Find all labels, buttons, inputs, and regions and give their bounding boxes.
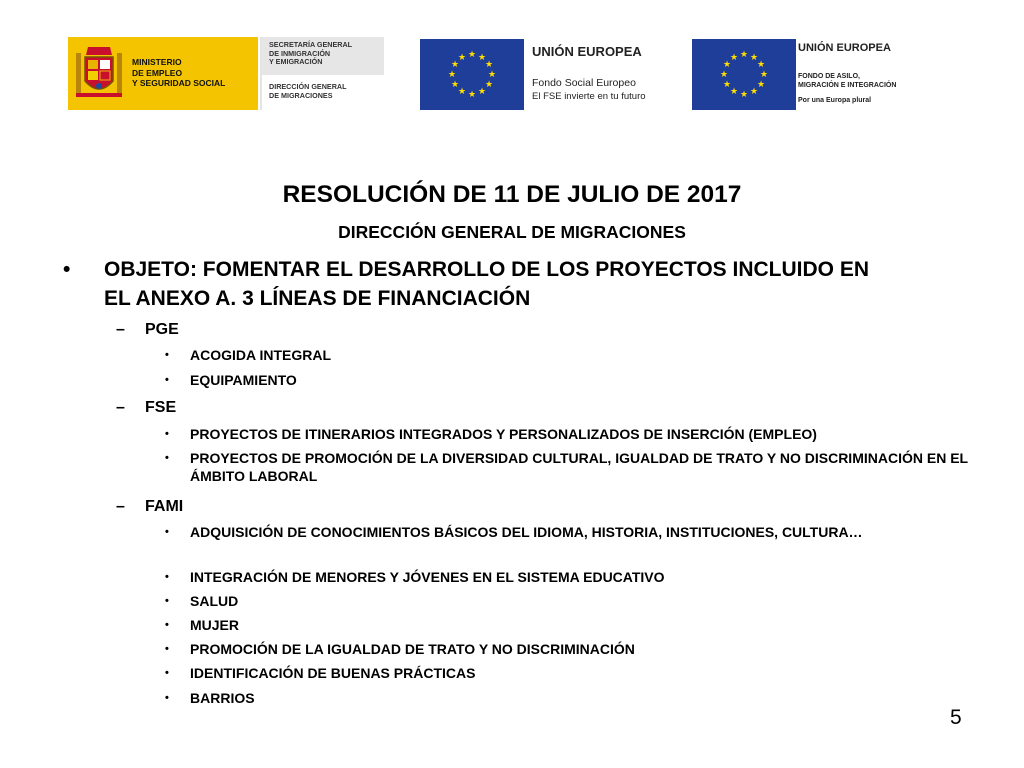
bullet-icon: • <box>165 619 169 631</box>
fami-title: UNIÓN EUROPEA <box>798 42 891 54</box>
svg-text:★: ★ <box>759 70 769 80</box>
fami-subtitle: FONDO DE ASILO, MIGRACIÓN E INTEGRACIÓN <box>798 73 897 89</box>
svg-text:★: ★ <box>447 70 457 80</box>
list-item: SALUD <box>190 593 239 609</box>
bullet-icon: • <box>165 374 169 386</box>
svg-text:★: ★ <box>450 60 460 70</box>
section-label-fami: FAMI <box>145 498 184 515</box>
svg-text:★: ★ <box>719 70 729 80</box>
eu-flag-icon <box>692 39 796 110</box>
bullet-icon: • <box>165 452 169 464</box>
svg-text:★: ★ <box>467 50 477 60</box>
svg-text:★: ★ <box>756 60 766 70</box>
section-label-fse: FSE <box>145 399 177 416</box>
dash-icon: – <box>116 498 125 515</box>
fse-logo <box>420 39 660 110</box>
bullet-icon: • <box>165 571 169 583</box>
svg-text:★: ★ <box>729 87 739 97</box>
list-item: PROYECTOS DE PROMOCIÓN DE LA DIVERSIDAD CULTURAL, IGUALDAD DE TRATO Y NO DISCRIMINACIÓN EN EL ÁMBITO LABORAL <box>190 450 968 484</box>
dash-icon: – <box>116 399 125 416</box>
svg-text:★: ★ <box>477 53 487 63</box>
fami-logo <box>692 39 912 110</box>
bullet-icon: • <box>165 643 169 655</box>
direccion-text: DIRECCIÓN GENERAL DE MIGRACIONES <box>269 82 347 100</box>
svg-text:★: ★ <box>457 87 467 97</box>
svg-text:★: ★ <box>477 87 487 97</box>
list-item: BARRIOS <box>190 690 255 706</box>
svg-text:★: ★ <box>739 50 749 60</box>
svg-text:★: ★ <box>467 90 477 100</box>
main-objective-text: OBJETO: FOMENTAR EL DESARROLLO DE LOS PROYECTOS INCLUIDO EN EL ANEXO A. 3 LÍNEAS DE FINANCIACIÓN <box>104 258 870 310</box>
svg-text:★: ★ <box>484 60 494 70</box>
list-item: PROMOCIÓN DE LA IGUALDAD DE TRATO Y NO DISCRIMINACIÓN <box>190 641 635 657</box>
list-item: ADQUISICIÓN DE CONOCIMIENTOS BÁSICOS DEL IDIOMA, HISTORIA, INSTITUCIONES, CULTURA… <box>190 524 863 540</box>
dash-icon: – <box>116 321 125 338</box>
section-label-pge: PGE <box>145 321 179 338</box>
eu-flag-icon <box>420 39 524 110</box>
list-item: EQUIPAMIENTO <box>190 372 297 388</box>
bullet-icon: • <box>165 428 169 440</box>
list-item: INTEGRACIÓN DE MENORES Y JÓVENES EN EL SISTEMA EDUCATIVO <box>190 569 665 585</box>
svg-text:★: ★ <box>457 53 467 63</box>
ministerio-text: MINISTERIO DE EMPLEO Y SEGURIDAD SOCIAL <box>132 57 226 88</box>
slide-subtitle: DIRECCIÓN GENERAL DE MIGRACIONES <box>338 222 686 242</box>
svg-text:★: ★ <box>729 53 739 63</box>
bullet-icon: • <box>165 595 169 607</box>
svg-text:★: ★ <box>749 87 759 97</box>
coat-of-arms-icon <box>76 43 122 103</box>
svg-text:★: ★ <box>749 53 759 63</box>
fse-subtitle: Fondo Social Europeo <box>532 77 636 89</box>
ministerio-logo <box>68 37 258 110</box>
bullet-icon: • <box>165 667 169 679</box>
list-item: PROYECTOS DE ITINERARIOS INTEGRADOS Y PERSONALIZADOS DE INSERCIÓN (EMPLEO) <box>190 426 817 442</box>
list-item: MUJER <box>190 617 240 633</box>
fse-title: UNIÓN EUROPEA <box>532 44 642 59</box>
bullet-icon: • <box>165 526 169 538</box>
svg-text:★: ★ <box>487 70 497 80</box>
secretaria-text: SECRETARÍA GENERAL DE INMIGRACIÓN Y EMIGRACIÓN <box>269 40 353 67</box>
bullet-icon: • <box>63 258 71 281</box>
svg-text:★: ★ <box>739 90 749 100</box>
svg-text:★: ★ <box>722 80 732 90</box>
list-item: IDENTIFICACIÓN DE BUENAS PRÁCTICAS <box>190 665 476 681</box>
page-number: 5 <box>950 706 962 729</box>
secretaria-logo <box>260 37 384 110</box>
bullet-icon: • <box>165 349 169 361</box>
svg-text:★: ★ <box>722 60 732 70</box>
slide-title: RESOLUCIÓN DE 11 DE JULIO DE 2017 <box>282 181 742 208</box>
fse-tagline: El FSE invierte en tu futuro <box>532 91 646 102</box>
svg-text:★: ★ <box>756 80 766 90</box>
svg-text:★: ★ <box>484 80 494 90</box>
bullet-icon: • <box>165 692 169 704</box>
svg-text:★: ★ <box>450 80 460 90</box>
fami-tagline: Por una Europa plural <box>798 97 872 104</box>
list-item: ACOGIDA INTEGRAL <box>190 347 332 363</box>
